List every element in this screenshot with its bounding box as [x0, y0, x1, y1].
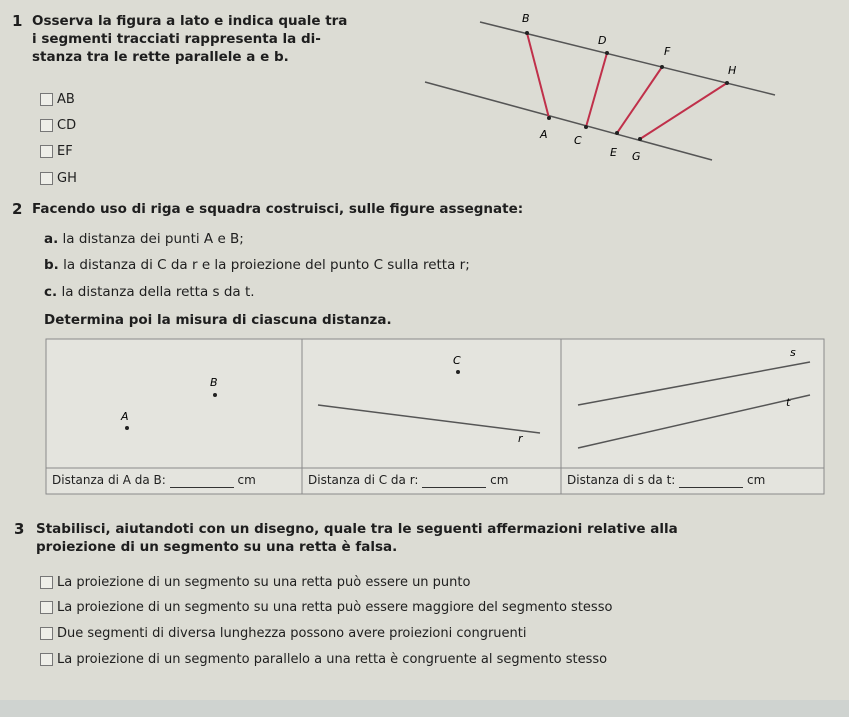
cell1-answer-blank[interactable] [170, 473, 234, 488]
label-c: C [574, 134, 582, 147]
cell2-unit: cm [490, 473, 509, 487]
option-ab-label: AB [57, 92, 75, 107]
label-e: E [610, 146, 617, 159]
label-g: G [632, 150, 641, 163]
exercise-1-line-3: stanza tra le rette parallele a e b. [32, 49, 289, 65]
checkbox-icon[interactable] [40, 601, 53, 614]
cell3-label-s: s [790, 346, 796, 359]
exercise-3-number: 3 [14, 520, 25, 538]
cell2-label-c: C [453, 354, 461, 367]
cell2-answer-blank[interactable] [422, 473, 486, 488]
label-b: B [522, 12, 530, 25]
exercise-2-instruction: Determina poi la misura di ciascuna distanza. [44, 312, 392, 328]
cell1-unit: cm [237, 473, 256, 487]
cell2-caption-text: Distanza di C da r: [308, 473, 419, 487]
exercise-2-question: Facendo uso di riga e squadra costruisci, sulle figure assegnate: [32, 201, 524, 217]
cell3-label-t: t [786, 396, 791, 409]
option-cd-label: CD [57, 118, 77, 133]
cell2-label-r: r [518, 432, 523, 445]
statement-2[interactable] [40, 600, 612, 615]
label-a: A [540, 128, 548, 141]
item-a-text: la distanza dei punti A e B; [62, 231, 244, 247]
cell1-caption [52, 473, 256, 488]
cell3-caption [567, 473, 765, 488]
exercise-3-question [36, 520, 836, 556]
statement-3[interactable] [40, 626, 527, 641]
exercise-1-line-2: i segmenti tracciati rappresenta la di- [32, 31, 321, 47]
statement-1-text: La proiezione di un segmento su una retta può essere un punto [57, 575, 471, 590]
checkbox-icon[interactable] [40, 653, 53, 666]
label-h: H [728, 64, 737, 77]
option-gh-label: GH [57, 171, 77, 186]
cell3-caption-text: Distanza di s da t: [567, 473, 676, 487]
cell3-unit: cm [746, 473, 766, 487]
item-b-letter: b. [44, 257, 59, 273]
exercise-3-line-1: Stabilisci, aiutandoti con un disegno, quale tra le seguenti affermazioni relative alla [36, 521, 678, 537]
checkbox-icon[interactable] [40, 576, 53, 589]
item-b-text: la distanza di C da r e la proiezione del punto C sulla retta r; [63, 257, 470, 273]
item-c-text: la distanza della retta s da t. [61, 284, 255, 300]
item-a-letter: a. [44, 231, 59, 247]
cell1-caption-text: Distanza di A da B: [52, 473, 166, 487]
checkbox-icon[interactable] [40, 627, 53, 640]
option-ef-label: EF [57, 144, 73, 159]
statement-4-text: La proiezione di un segmento parallelo a una retta è congruente al segmento stesso [57, 652, 608, 667]
page-bottom-edge [0, 700, 849, 717]
label-d: D [598, 34, 607, 47]
cell2-point-c [456, 370, 460, 374]
cell1-point-b [213, 393, 217, 397]
statement-1[interactable] [40, 575, 470, 590]
exercise-2-number: 2 [12, 200, 23, 218]
cell1-label-b: B [210, 376, 218, 389]
statement-3-text: Due segmenti di diversa lunghezza possono avere proiezioni congruenti [57, 626, 527, 641]
table-frame [46, 339, 824, 494]
exercise-3-line-2: proiezione di un segmento su una retta è falsa. [36, 539, 398, 555]
cell3-answer-blank[interactable] [679, 473, 743, 488]
exercise-1-number: 1 [12, 12, 23, 30]
exercise-1-line-1: Osserva la figura a lato e indica quale tra [32, 13, 348, 29]
cell2-caption [308, 473, 508, 488]
label-f: F [664, 45, 671, 58]
cell1-label-a: A [121, 410, 129, 423]
cell1-point-a [125, 426, 129, 430]
statement-4[interactable] [40, 652, 607, 667]
item-c-letter: c. [44, 284, 58, 300]
statement-2-text: La proiezione di un segmento su una retta può essere maggiore del segmento stesso [57, 600, 613, 615]
